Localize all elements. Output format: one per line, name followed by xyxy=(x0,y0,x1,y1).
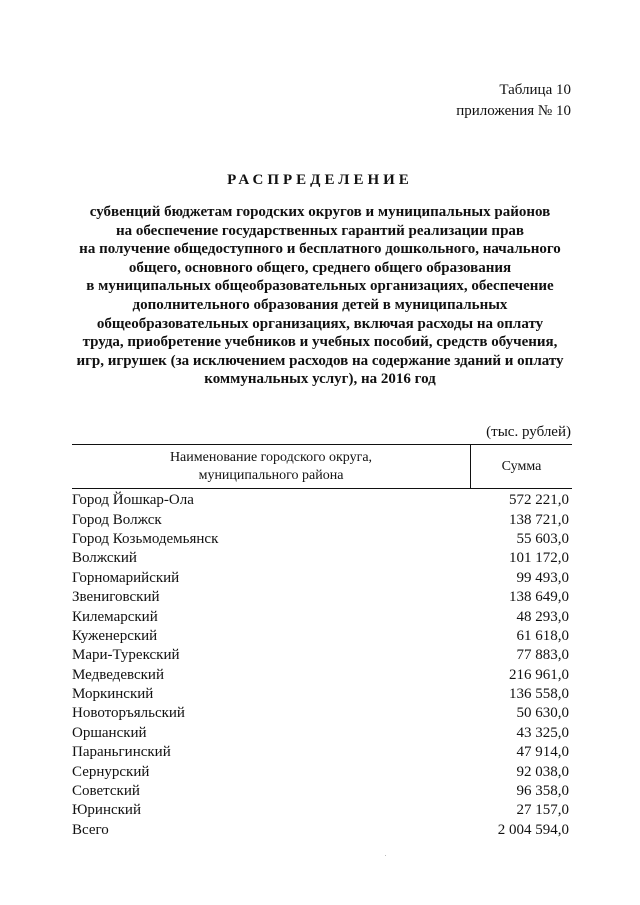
column-header-name xyxy=(72,445,471,488)
table-row xyxy=(72,743,572,762)
table-total-row xyxy=(72,821,572,840)
subtitle-line: коммунальных услуг), на 2016 год xyxy=(204,371,436,388)
row-name: Город Волжск xyxy=(72,511,162,528)
table-row xyxy=(72,704,572,723)
row-value: 101 172,0 xyxy=(509,550,569,567)
row-name: Моркинский xyxy=(72,686,154,703)
row-name: Горномарийский xyxy=(72,569,180,586)
column-header-name-line: муниципального района xyxy=(198,467,344,483)
column-header-sum: Сумма xyxy=(501,458,542,474)
table-row xyxy=(72,782,572,801)
table-body xyxy=(72,491,572,840)
table-row xyxy=(72,762,572,781)
scan-speck xyxy=(385,855,386,856)
row-name: Мари-Турекский xyxy=(72,647,180,664)
subtitle-line: в муниципальных общеобразовательных организациях, обеспечение xyxy=(86,278,554,295)
row-value: 61 618,0 xyxy=(516,627,569,644)
row-value: 216 961,0 xyxy=(509,666,569,683)
row-value: 50 630,0 xyxy=(516,705,569,722)
table-row xyxy=(72,569,572,588)
subtitle-line: дополнительного образования детей в муниципальных xyxy=(132,296,508,313)
row-value: 136 558,0 xyxy=(509,686,569,703)
subtitle-line: общеобразовательных организациях, включая расходы на оплату xyxy=(96,315,544,332)
table-row xyxy=(72,666,572,685)
row-value: 99 493,0 xyxy=(516,569,569,586)
row-name: Волжский xyxy=(72,550,137,567)
row-name: Звениговский xyxy=(72,589,160,606)
row-value: 27 157,0 xyxy=(516,802,569,819)
document-title: РАСПРЕДЕЛЕНИЕ xyxy=(227,172,413,188)
table-row xyxy=(72,607,572,626)
table-row xyxy=(72,588,572,607)
appendix-number: приложения № 10 xyxy=(456,103,571,119)
row-name: Куженерский xyxy=(72,627,158,644)
document-subtitle xyxy=(70,203,570,389)
row-name: Сернурский xyxy=(72,763,150,780)
table-row xyxy=(72,801,572,820)
appendix-reference xyxy=(456,80,571,122)
row-name: Медведевский xyxy=(72,666,164,683)
table-header xyxy=(72,444,572,489)
row-name: Юринский xyxy=(72,802,141,819)
row-name: Город Козьмодемьянск xyxy=(72,530,219,547)
row-value: 77 883,0 xyxy=(516,647,569,664)
row-value: 96 358,0 xyxy=(516,783,569,800)
subtitle-line: субвенций бюджетам городских округов и муниципальных районов xyxy=(89,204,551,220)
table-row xyxy=(72,627,572,646)
row-name: Килемарский xyxy=(72,608,158,625)
subtitle-line: общего, основного общего, среднего общего образования xyxy=(128,259,512,276)
table-row xyxy=(72,724,572,743)
table-row xyxy=(72,510,572,529)
column-header-name-line: Наименование городского округа, xyxy=(169,449,373,465)
row-name: Оршанский xyxy=(72,724,147,741)
subtitle-line: игр, игрушек (за исключением расходов на содержание зданий и оплату xyxy=(76,352,564,369)
row-value: 138 721,0 xyxy=(509,511,569,528)
total-label: Всего xyxy=(72,821,109,838)
subtitle-line: труда, приобретение учебников и учебных пособий, средств обучения, xyxy=(82,334,558,351)
row-name: Советский xyxy=(72,783,140,800)
row-value: 572 221,0 xyxy=(509,492,569,509)
table-row xyxy=(72,491,572,510)
row-name: Новоторъяльский xyxy=(72,705,185,722)
row-value: 43 325,0 xyxy=(516,724,569,741)
total-value: 2 004 594,0 xyxy=(497,821,569,838)
subtitle-line: на получение общедоступного и бесплатного дошкольного, начального xyxy=(79,241,561,258)
subtitle-line: на обеспечение государственных гарантий реализации прав xyxy=(115,222,525,239)
units-label: (тыс. рублей) xyxy=(486,424,571,440)
row-value: 47 914,0 xyxy=(516,744,569,761)
row-name: Город Йошкар-Ола xyxy=(72,492,194,509)
row-value: 138 649,0 xyxy=(509,589,569,606)
row-name: Параньгинский xyxy=(72,744,171,761)
table-row xyxy=(72,685,572,704)
table-row xyxy=(72,646,572,665)
row-value: 48 293,0 xyxy=(516,608,569,625)
row-value: 55 603,0 xyxy=(516,530,569,547)
row-value: 92 038,0 xyxy=(516,763,569,780)
table-row xyxy=(72,530,572,549)
table-row xyxy=(72,549,572,568)
table-number: Таблица 10 xyxy=(499,82,571,98)
